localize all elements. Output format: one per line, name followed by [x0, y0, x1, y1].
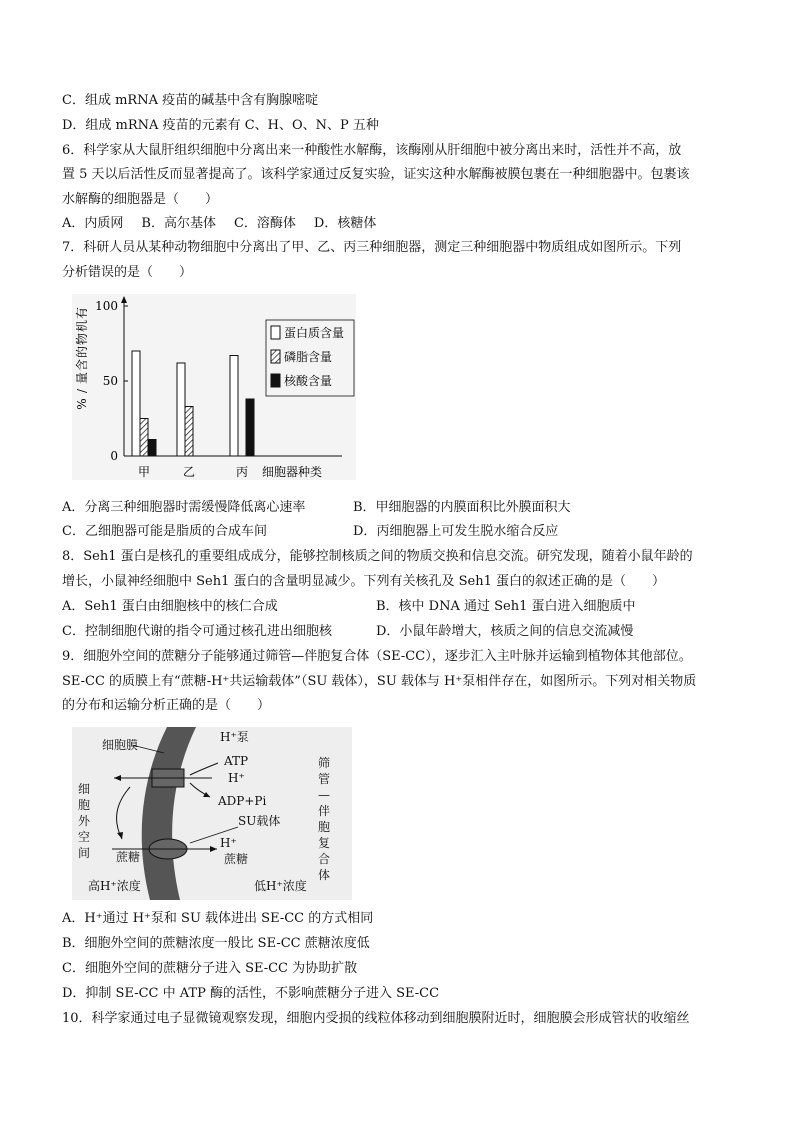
q8-option-c: C．控制细胞代谢的指令可通过核孔进出细胞核 [62, 624, 332, 639]
q9-option-c: C．细胞外空间的蔗糖分子进入 SE-CC 为协助扩散 [62, 961, 358, 976]
low-h-label: 低H⁺浓度 [254, 879, 307, 893]
svg-text:胞: 胞 [317, 820, 331, 834]
q9-option-b: B．细胞外空间的蔗糖浓度一般比 SE-CC 蔗糖浓度低 [62, 936, 370, 951]
bar-white [177, 363, 185, 456]
q6-stem-3: 水解酶的细胞器是（ ） [62, 192, 219, 207]
q6-option-c: C．溶酶体 [233, 216, 296, 231]
y-axis-label-char: 有 [75, 306, 89, 320]
q6-option-a: A．内质网 [62, 216, 124, 231]
q7-stem-1: 7．科研人员从某种动物细胞中分离出了甲、乙、丙三种细胞器，测定三种细胞器中物质组成如图所示。下列 [62, 240, 682, 255]
pump-label: H⁺泵 [220, 730, 249, 744]
y-axis-label-char: 量 [75, 371, 89, 385]
y-axis-label-char: 机 [75, 319, 89, 333]
category-label: 甲 [137, 465, 151, 479]
q8-stem-2: 增长，小鼠神经细胞中 Seh1 蛋白的含量明显减少。下列有关核孔及 Seh1 蛋白的叙述正确的是（ ） [62, 574, 666, 589]
y-axis-label-char: / [75, 388, 89, 394]
q6-stem-1: 6．科学家从大鼠肝组织细胞中分离出来一种酸性水解酶，该酶刚从肝细胞中被分离出来时，活性并不高，放 [62, 143, 682, 158]
q9-option-a: A．H⁺通过 H⁺泵和 SU 载体进出 SE-CC 的方式相同 [62, 911, 374, 926]
q5-option-d: D．组成 mRNA 疫苗的元素有 C、H、O、N、P 五种 [62, 118, 379, 133]
q7-option-a: A．分离三种细胞器时需缓慢降低离心速率 [62, 500, 306, 515]
svg-text:胞: 胞 [77, 798, 91, 812]
y-tick-label: 50 [102, 374, 118, 388]
h-in-label: H⁺ [220, 836, 237, 850]
legend-label: 核酸含量 [284, 374, 333, 388]
q9-stem-3: 的分布和运输分析正确的是（ ） [62, 698, 271, 713]
legend-swatch [271, 374, 280, 387]
q7-option-c: C．乙细胞器可能是脂质的合成车间 [62, 524, 267, 539]
q8-option-d: D．小鼠年龄增大，核质之间的信息交流减慢 [376, 624, 634, 639]
svg-text:伴: 伴 [317, 804, 331, 818]
q6-options [62, 214, 376, 234]
svg-text:体: 体 [317, 868, 331, 882]
svg-text:筛: 筛 [317, 756, 331, 770]
q8-stem-1: 8．Seh1 蛋白是核孔的重要组成成分，能够控制核质之间的物质交换和信息交流。研究发现，随着小鼠年龄的 [62, 549, 693, 564]
svg-text:细: 细 [77, 782, 91, 796]
legend-swatch [271, 326, 280, 339]
q8-option-b: B．核中 DNA 通过 Seh1 蛋白进入细胞质中 [376, 599, 636, 614]
su-label: SU载体 [238, 814, 281, 828]
svg-text:合: 合 [317, 852, 331, 866]
sucrose-in-label: 蔗糖 [224, 852, 249, 866]
y-tick-label: 100 [95, 299, 118, 313]
high-h-label: 高H⁺浓度 [88, 879, 141, 893]
q7-option-d: D．丙细胞器上可发生脱水缩合反应 [353, 524, 559, 539]
legend-label: 蛋白质含量 [284, 326, 345, 340]
y-axis-label-char: 的 [75, 345, 89, 359]
sucrose-out-label: 蔗糖 [116, 850, 141, 864]
adp-label: ADP+Pi [218, 794, 267, 808]
h-out-label: H⁺ [228, 771, 245, 785]
q8-option-a: A．Seh1 蛋白由细胞核中的核仁合成 [62, 599, 278, 614]
y-axis-label-char: % [75, 398, 89, 410]
q9-stem-1: 9．细胞外空间的蔗糖分子能够通过筛管—伴胞复合体（SE-CC），逐步汇入主叶脉并运输到植物体其他部位。 [62, 649, 692, 664]
bar-white [132, 351, 140, 456]
legend-swatch [271, 350, 280, 363]
y-axis-label-char: 物 [75, 332, 89, 346]
q5-option-c: C．组成 mRNA 疫苗的碱基中含有胸腺嘧啶 [62, 93, 319, 108]
outer-space-label [78, 782, 91, 860]
q6-stem-2: 置 5 天以后活性反而显著提高了。该科学家通过反复实验，证实这种水解酶被膜包裹在一种细胞器中。包裹该 [62, 167, 690, 182]
y-axis-label-char: 含 [75, 358, 89, 372]
bar-black [246, 399, 254, 456]
x-axis-label: 细胞器种类 [262, 465, 323, 479]
q9-option-d: D．抑制 SE-CC 中 ATP 酶的活性，不影响蔗糖分子进入 SE-CC [62, 986, 440, 1001]
membrane-label: 细胞膜 [102, 738, 139, 752]
q6-option-d: D．核糖体 [313, 216, 377, 231]
category-label: 乙 [182, 465, 196, 479]
legend-label: 磷脂含量 [284, 350, 333, 364]
q10-stem-1: 10．科学家通过电子显微镜观察发现，细胞内受损的线粒体移动到细胞膜附近时，细胞膜会形成管状的收缩丝 [62, 1011, 690, 1026]
q7-stem-2: 分析错误的是（ ） [62, 265, 193, 280]
atp-label: ATP [224, 754, 249, 768]
svg-text:复: 复 [317, 836, 331, 850]
bar-hatch [140, 419, 148, 457]
bar-hatch [185, 407, 193, 457]
svg-text:空: 空 [77, 830, 91, 844]
sucrose-transport-diagram [72, 727, 352, 900]
q7-option-b: B．甲细胞器的内膜面积比外膜面积大 [353, 500, 571, 515]
q9-stem-2: SE-CC 的质膜上有“蔗糖-H⁺共运输载体”（SU 载体），SU 载体与 H⁺泵相伴存在，如图所示。下列对相关物质 [62, 674, 697, 689]
y-tick-label: 0 [110, 449, 118, 463]
bar-black [148, 440, 156, 457]
category-label: 丙 [235, 465, 249, 479]
svg-text:—: — [318, 788, 330, 802]
bar-white [230, 356, 238, 457]
svg-text:管: 管 [317, 772, 331, 786]
svg-text:间: 间 [77, 846, 91, 860]
organelle-composition-chart [72, 294, 356, 480]
svg-text:外: 外 [77, 814, 91, 828]
q6-option-b: B．高尔基体 [141, 216, 216, 231]
